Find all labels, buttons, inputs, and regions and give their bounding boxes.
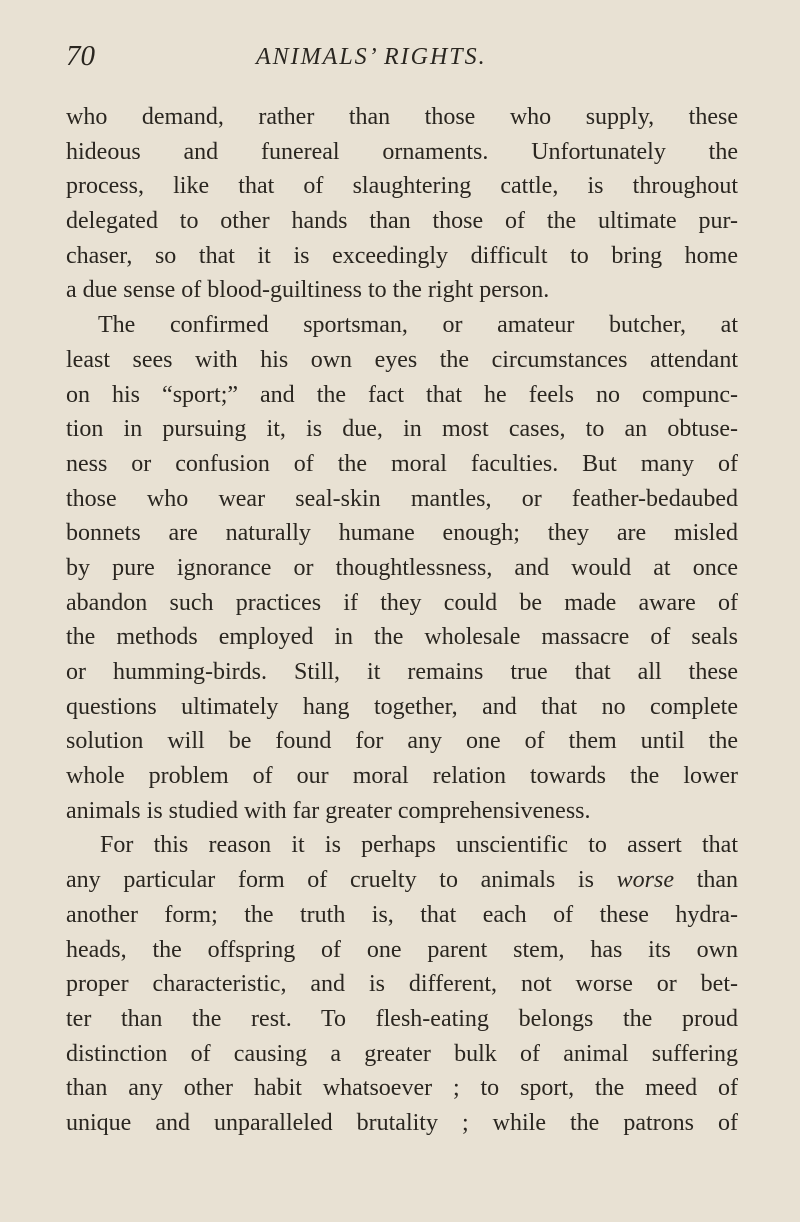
text-line: The confirmed sportsman, or amateur butcher, at xyxy=(98,312,738,339)
text-line: a due sense of blood-guiltiness to the right person. xyxy=(66,277,550,304)
body-text xyxy=(66,100,738,1141)
text-line: or humming-birds. Still, it remains true that all these xyxy=(66,659,738,685)
text-line: process, like that of slaughtering cattle, is throughout xyxy=(66,173,738,200)
text-line: distinction of causing a greater bulk of animal suffering xyxy=(66,1040,738,1067)
text-line: bonnets are naturally humane enough; they are misled xyxy=(66,520,738,547)
text-line: animals is studied with far greater comprehensiveness. xyxy=(66,797,591,824)
text-line: those who wear seal-skin mantles, or feather-bedaubed xyxy=(66,485,738,512)
text-segment: any particular form of cruelty to animals is xyxy=(66,867,594,894)
text-line: heads, the offspring of one parent stem, has its own xyxy=(66,936,738,963)
text-line: solution will be found for any one of them until the xyxy=(66,728,738,755)
page-number: 70 xyxy=(66,40,95,72)
running-head: ANIMALS’ RIGHTS. xyxy=(256,44,487,70)
text-line: another form; the truth is, that each of these hydra- xyxy=(66,901,738,928)
text-line: the methods employed in the wholesale massacre of seals xyxy=(66,624,738,651)
text-line: who demand, rather than those who supply, these xyxy=(66,104,738,130)
text-line: chaser, so that it is exceedingly difficult to bring home xyxy=(66,242,738,269)
text-line: than any other habit whatsoever ; to sport, the meed of xyxy=(66,1075,738,1102)
text-line: by pure ignorance or thoughtlessness, and would at once xyxy=(66,554,738,581)
text-line: on his “sport;” and the fact that he feels no compunc- xyxy=(66,381,738,408)
text-line: proper characteristic, and is different, not worse or bet- xyxy=(66,971,738,998)
text-line: abandon such practices if they could be made aware of xyxy=(66,589,738,616)
text-line: unique and unparalleled brutality ; while the patrons of xyxy=(66,1109,738,1136)
text-line: whole problem of our moral relation towards the lower xyxy=(66,763,738,790)
text-line: For this reason it is perhaps unscientific to assert that xyxy=(100,832,738,859)
text-line: ter than the rest. To flesh-eating belongs the proud xyxy=(66,1005,738,1032)
text-line: least sees with his own eyes the circumstances attendant xyxy=(66,346,738,373)
text-line: delegated to other hands than those of the ultimate pur- xyxy=(66,208,738,235)
text-line: ness or confusion of the moral faculties. But many of xyxy=(66,450,738,477)
page-header xyxy=(66,40,736,80)
emphasized-word: worse xyxy=(616,867,674,894)
text-segment: than xyxy=(696,867,739,894)
text-line xyxy=(66,863,738,898)
text-line: hideous and funereal ornaments. Unfortunately the xyxy=(66,138,738,165)
text-line: questions ultimately hang together, and that no complete xyxy=(66,693,738,720)
text-line: tion in pursuing it, is due, in most cases, to an obtuse- xyxy=(66,416,738,443)
